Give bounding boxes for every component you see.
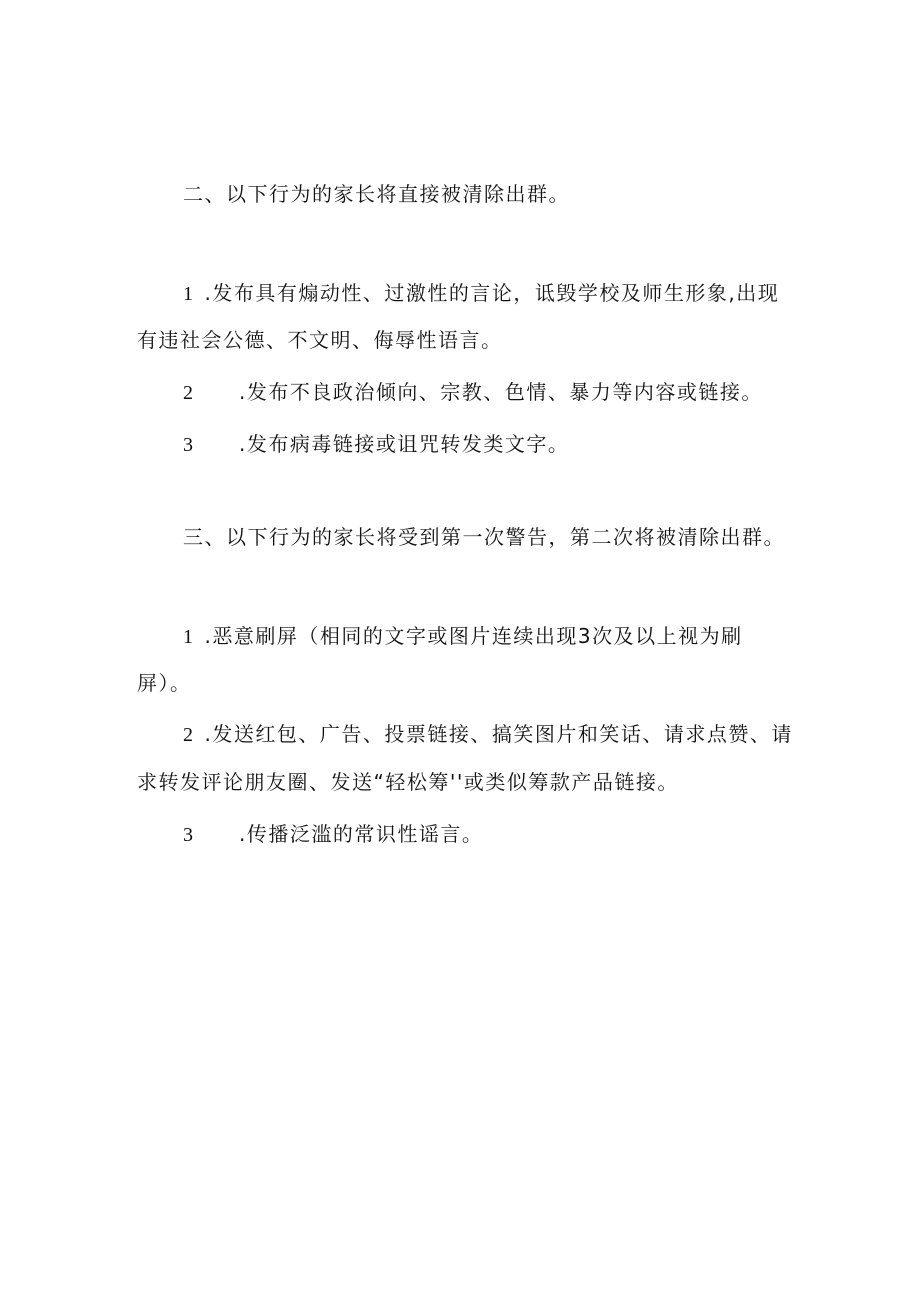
item-text: .发布具有煽动性、过激性的言论，诋毁学校及师生形象,出现: [204, 281, 780, 305]
section-three-item-1-line-1: [183, 624, 847, 649]
section-three-heading: 三、以下行为的家长将受到第一次警告，第二次将被清除出群。: [183, 525, 785, 549]
section-two-item-3: [183, 432, 847, 457]
item-number: 3: [183, 824, 195, 846]
item-text: .恶意刷屏（相同的文字或图片连续出现3次及以上视为刷: [204, 624, 743, 648]
item-number: 1: [183, 626, 195, 648]
item-text: .发布病毒链接或诅咒转发类文字。: [239, 432, 570, 456]
section-two-item-2: [183, 380, 847, 405]
item-text: .发布不良政治倾向、宗教、色情、暴力等内容或链接。: [239, 380, 763, 404]
section-two-heading: 二、以下行为的家长将直接被清除出群。: [183, 182, 570, 206]
section-three-item-1-line-2: 屏）。: [137, 671, 192, 695]
item-number: 2: [183, 724, 195, 746]
section-three-item-2-line-2: 求转发评论朋友圈、发送“轻松筹''或类似筹款产品链接。: [137, 770, 679, 794]
item-number: 3: [183, 434, 195, 456]
section-three-item-3: [183, 822, 847, 847]
section-two-item-1-line-1: [183, 281, 847, 306]
item-text: .发送红包、广告、投票链接、搞笑图片和笑话、请求点赞、请: [204, 722, 793, 746]
section-three-item-2-line-1: [183, 722, 847, 747]
item-number: 1: [183, 283, 195, 305]
item-text: .传播泛滥的常识性谣言。: [239, 822, 484, 846]
section-two-item-1-line-2: 有违社会公德、不文明、侮辱性语言。: [137, 328, 503, 352]
item-number: 2: [183, 382, 195, 404]
